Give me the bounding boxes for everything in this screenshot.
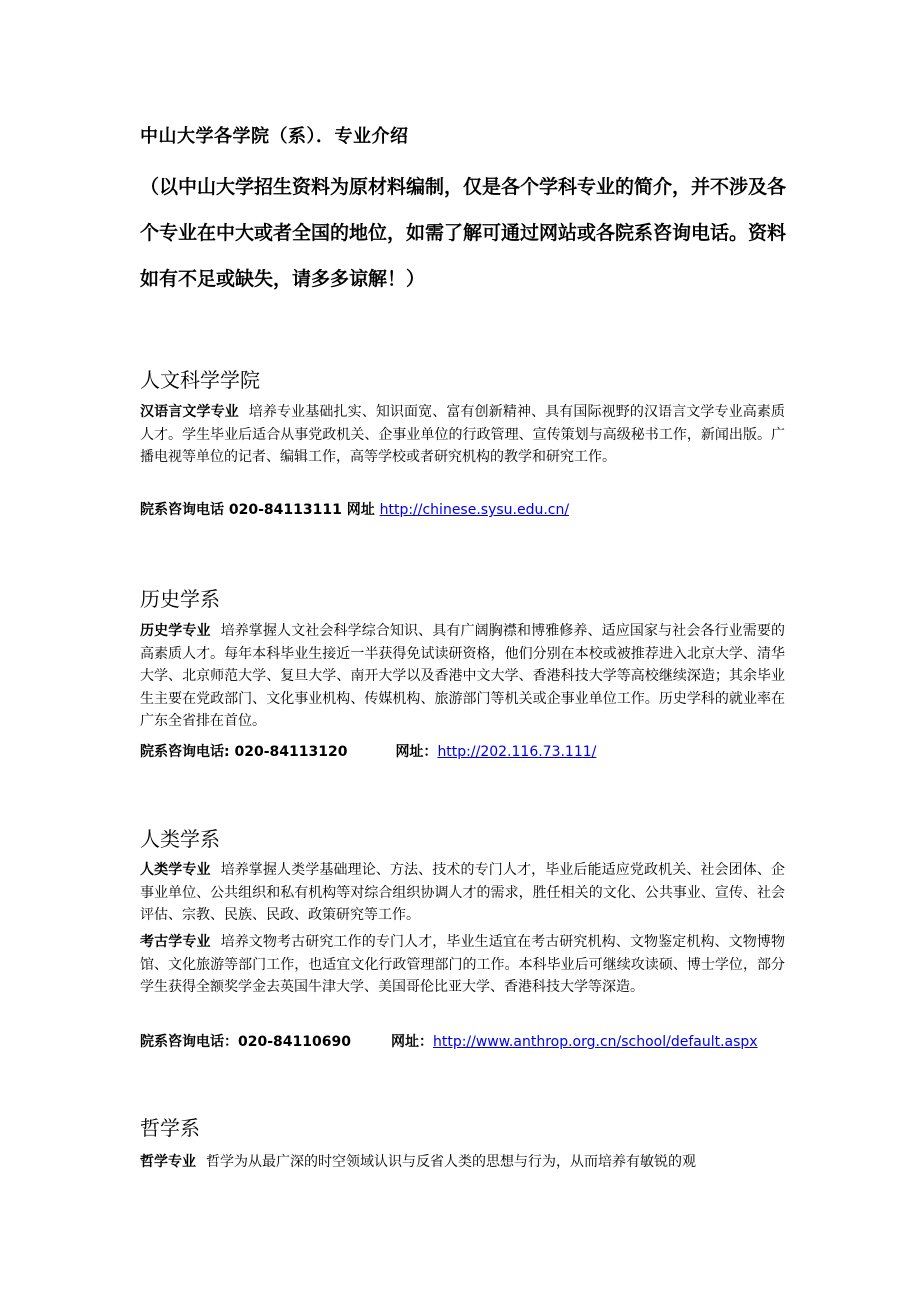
major-anthropology: [140, 859, 785, 927]
major-history: [140, 620, 785, 733]
major-name: 历史学专业: [140, 623, 211, 639]
document-title: 中山大学各学院（系）．专业介绍: [140, 126, 409, 147]
contact-line-history: [140, 741, 596, 761]
document-intro: （以中山大学招生资料为原材料编制，仅是各个学科专业的简介，并不涉及各个专业在中大或者全国的地位，如需了解可通过网站或各院系咨询电话。资料如有不足或缺失，请多多谅解！）: [140, 176, 787, 290]
contact-label: 院系咨询电话 020-84113111 网址: [140, 502, 375, 518]
contact-line-anthropology: [140, 1031, 758, 1051]
website-link[interactable]: http://www.anthrop.org.cn/school/default.aspx: [432, 1034, 758, 1050]
section-heading-anthropology: 人类学系: [140, 827, 220, 851]
major-description: 培养专业基础扎实、知识面宽、富有创新精神、具有国际视野的汉语言文学专业高素质人才。学生毕业后适合从事党政机关、企事业单位的行政管理、宣传策划与高级秘书工作，新闻出版。广播电视等单位的记者、编辑工作，高等学校或者研究机构的教学和研究工作。: [140, 404, 785, 466]
contact-line-humanities: [140, 499, 569, 519]
phone-label: 院系咨询电话：020-84110690: [140, 1034, 351, 1050]
major-name: 考古学专业: [140, 934, 211, 950]
section-heading-humanities: 人文科学学院: [140, 368, 260, 392]
website-label: 网址：: [395, 744, 438, 760]
major-description: 培养掌握人文社会科学综合知识、具有广阔胸襟和博雅修养、适应国家与社会各行业需要的高素质人才。每年本科毕业生接近一半获得免试读研资格，他们分别在本校或被推荐进入北京大学、清华大学、北京师范大学、复旦大学、南开大学以及香港中文大学、香港科技大学等高校继续深造；其余毕业生主要在党政部门、文化事业机构、传媒机构、旅游部门等机关或企事业单位工作。历史学科的就业率在广东全省排在首位。: [140, 623, 786, 730]
major-description: 培养文物考古研究工作的专门人才，毕业生适宜在考古研究机构、文物鉴定机构、文物博物馆、文化旅游等部门工作，也适宜文化行政管理部门的工作。本科毕业后可继续攻读硕、博士学位，部分学生获得全额奖学金去英国牛津大学、美国哥伦比亚大学、香港科技大学等深造。: [140, 934, 786, 996]
major-description: 哲学为从最广深的时空领域认识与反省人类的思想与行为，从而培养有敏锐的观: [206, 1154, 696, 1170]
website-label: 网址：: [390, 1034, 433, 1050]
major-philosophy: [140, 1151, 785, 1174]
website-link[interactable]: http://202.116.73.111/: [437, 744, 597, 760]
major-archaeology: [140, 931, 785, 999]
major-name: 人类学专业: [140, 862, 211, 878]
website-link[interactable]: http://chinese.sysu.edu.cn/: [379, 502, 570, 518]
major-name: 汉语言文学专业: [140, 404, 239, 420]
major-description: 培养掌握人类学基础理论、方法、技术的专门人才，毕业后能适应党政机关、社会团体、企事业单位、公共组织和私有机构等对综合组织协调人才的需求，胜任相关的文化、公共事业、宣传、社会评估、宗教、民族、民政、政策研究等工作。: [140, 862, 786, 924]
major-chinese-language: [140, 401, 785, 469]
phone-label: 院系咨询电话: 020-84113120: [140, 744, 348, 760]
section-heading-history: 历史学系: [140, 587, 220, 611]
major-name: 哲学专业: [140, 1154, 196, 1170]
section-heading-philosophy: 哲学系: [140, 1116, 200, 1140]
